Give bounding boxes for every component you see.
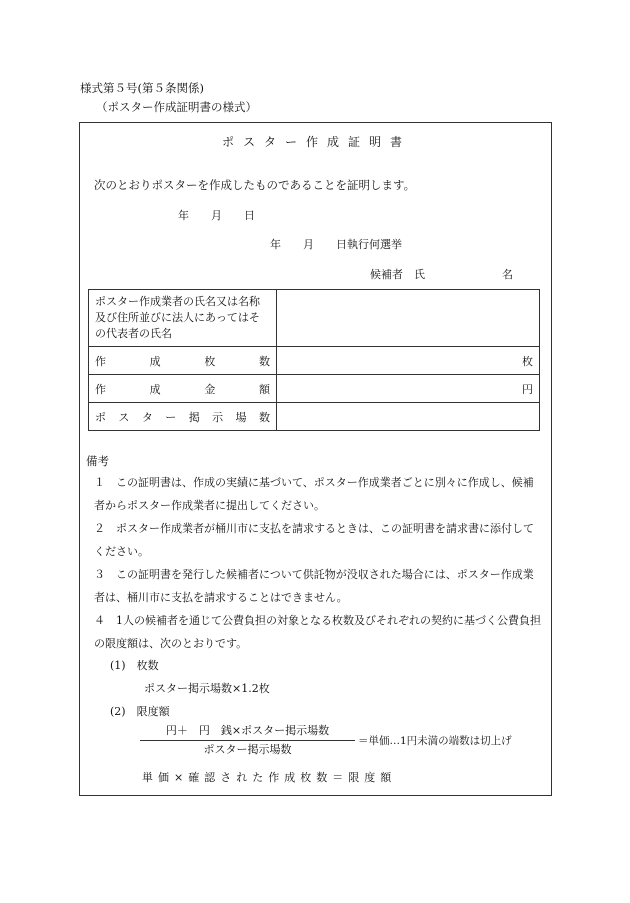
formula-denominator: ポスター掲示場数: [203, 743, 292, 756]
document-title: ポスター作成証明書: [221, 135, 411, 149]
certification-date: 年 月 日: [178, 209, 255, 222]
note-item-3: ３ この証明書を発行した候補者について供託物が没収された場合には、ポスター作成業者は、桶川市に支払を請求することはできません。: [94, 568, 534, 604]
table-row: [89, 347, 540, 375]
sub-item-2-label: (2) 限度額: [110, 705, 170, 718]
candidate-label: 候補者 氏: [370, 268, 425, 281]
label-char: 数: [258, 410, 270, 424]
notes-heading: 備考: [86, 454, 109, 468]
label-spread: [95, 353, 270, 369]
formula-rhs: ＝単価…1円未満の端数は切上げ: [358, 735, 512, 747]
formula-numerator: 円＋ 円 銭×ポスター掲示場数: [165, 724, 330, 737]
label-char: 作: [95, 382, 106, 396]
sub-item-1-label: (1) 枚数: [110, 659, 159, 672]
table-row: [89, 375, 540, 403]
label-char: 成: [149, 382, 161, 396]
row-label-poster-sites: [89, 403, 277, 431]
label-char: ス: [118, 410, 130, 424]
certificate-frame: [79, 122, 552, 796]
certificate-table: [88, 289, 540, 431]
label-char: 数: [258, 354, 270, 368]
form-number: 様式第５号(第５条関係): [80, 81, 204, 95]
label-char: 示: [212, 410, 224, 424]
row-value-amount: 円: [277, 375, 540, 403]
label-char: 掲: [188, 410, 200, 424]
label-char: 金: [204, 382, 216, 396]
note-item-2: ２ ポスター作成業者が桶川市に支払を請求するときは、この証明書を請求書に添付してください。: [94, 522, 534, 558]
label-char: 枚: [204, 354, 216, 368]
candidate-name-suffix: 名: [502, 268, 513, 281]
row-value-quantity: 枚: [277, 347, 540, 375]
label-spread: [95, 409, 270, 425]
row-value-contractor: [277, 290, 540, 347]
row-value-poster-sites: [277, 403, 540, 431]
label-char: タ: [141, 410, 153, 424]
label-char: 額: [258, 382, 270, 396]
label-char: ポ: [95, 410, 106, 424]
label-char: 成: [149, 354, 161, 368]
limit-formula: [140, 723, 540, 763]
table-row: [89, 290, 540, 347]
formula-fraction: [140, 723, 355, 758]
election-date-line: 年 月 日執行何選挙: [270, 238, 402, 251]
row-label-amount: [89, 375, 277, 403]
table-row: [89, 403, 540, 431]
label-char: ー: [165, 410, 177, 424]
fraction-bar: [140, 740, 355, 741]
label-spread: [95, 381, 270, 397]
label-char: 場: [235, 410, 247, 424]
note-item-1: １ この証明書は、作成の実績に基づいて、ポスター作成業者ごとに別々に作成し、候補者からポスター作成業者に提出してください。: [94, 476, 534, 512]
form-description: （ポスター作成証明書の様式）: [96, 100, 257, 114]
note-item-4: ４ 1人の候補者を通じて公費負担の対象となる枚数及びそれぞれの契約に基づく公費負担の限度額は、次のとおりです。: [94, 614, 541, 650]
label-char: 作: [95, 354, 106, 368]
intro-text: 次のとおりポスターを作成したものであることを証明します。: [94, 178, 416, 192]
row-label-quantity: [89, 347, 277, 375]
sub-item-1-text: ポスター掲示場数×1.2枚: [144, 682, 270, 695]
candidate-name-line: [370, 266, 513, 282]
row-label-contractor: ポスター作成業者の氏名又は名称及び住所並びに法人にあってはその代表者の氏名: [89, 290, 277, 347]
final-formula: 単価×確認された作成枚数＝限度額: [142, 771, 397, 784]
